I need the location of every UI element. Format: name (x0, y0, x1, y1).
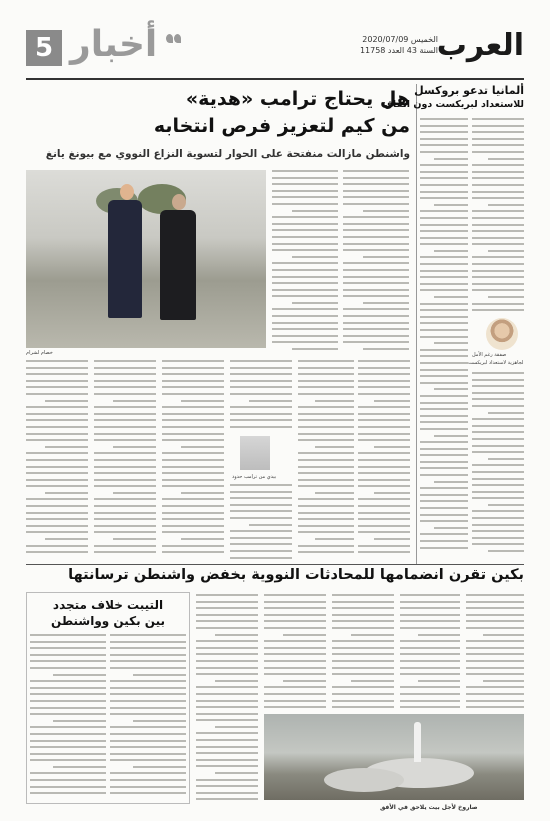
lead-lower-column-4 (230, 360, 292, 432)
banner-column-2 (264, 594, 326, 710)
lead-lower-column-5 (298, 360, 354, 560)
right-portrait-caption-1: صفقة رغم الأمل (472, 352, 507, 358)
left-story-column-2 (110, 634, 186, 800)
banner-column-1 (196, 594, 258, 804)
lead-subheadline: واشنطن مازالت منفتحة على الحوار لتسوية النزاع النووي مع بيونغ يانغ (45, 148, 410, 160)
right-body-column-1 (472, 118, 524, 318)
lead-lower-column-4b (230, 484, 292, 560)
person-right (160, 210, 196, 320)
banner-column-5 (466, 594, 524, 710)
page-header (26, 22, 524, 74)
right-body-column-2 (420, 118, 468, 558)
issue-info (352, 34, 438, 56)
banner-column-4 (400, 594, 460, 710)
lead-body-column-2 (343, 170, 409, 355)
lead-headline-line2: من كيم لتعزيز فرص انتخابه (153, 115, 410, 137)
lead-body-column-1 (272, 170, 338, 355)
section-name: أخبار (70, 24, 158, 65)
merkel-portrait (486, 318, 518, 350)
inset-portrait (240, 436, 270, 470)
lead-headline-line1: هل يحتاج ترامب «هدية» (185, 88, 410, 110)
lead-lower-column-2 (94, 360, 156, 560)
person-left (108, 200, 142, 318)
lead-photo-credit: خصام لشرام (26, 350, 53, 356)
bottom-photo-caption: صاروخ لأجل بيت يلاحق في الأفق (380, 804, 478, 811)
banner-column-3 (332, 594, 394, 710)
left-headline-line1: التيبت خلاف متجدد (52, 598, 164, 612)
header-divider (26, 78, 524, 80)
section-number: 5 (26, 30, 62, 66)
lead-lower-column-1 (26, 360, 88, 560)
right-portrait-caption-2: لجاهزية لاستعداد لبريكست (468, 360, 524, 366)
inset-caption: بيدي من ترامب حدود (232, 474, 277, 480)
left-headline-line2: بين بكين وواشنطن (51, 614, 165, 628)
newspaper-logo: العرب (436, 28, 524, 63)
banner-headline: بكين تقرن انضمامها للمحادثات النووية بخفض واشنطن ترسانتها (68, 567, 524, 583)
lead-lower-column-6 (358, 360, 410, 560)
missile-shape (414, 722, 421, 762)
left-story-column-1 (30, 634, 106, 800)
missile-launch-photo (264, 714, 524, 800)
right-headline-line1: ألمانيا تدعو بروكسل (414, 84, 524, 97)
banner-top-rule (26, 564, 524, 565)
right-column-divider (416, 84, 417, 564)
quote-mark-icon (166, 34, 182, 46)
issue-date: الخميس 2020/07/09 (362, 35, 438, 44)
lead-lower-column-3 (162, 360, 224, 560)
issue-number: السنة 43 العدد 11758 (359, 46, 438, 55)
right-body-column-1b (472, 372, 524, 560)
right-headline-line2: للاستعداد لبريكست دون اتفاق (384, 99, 524, 110)
lead-photo (26, 170, 266, 348)
